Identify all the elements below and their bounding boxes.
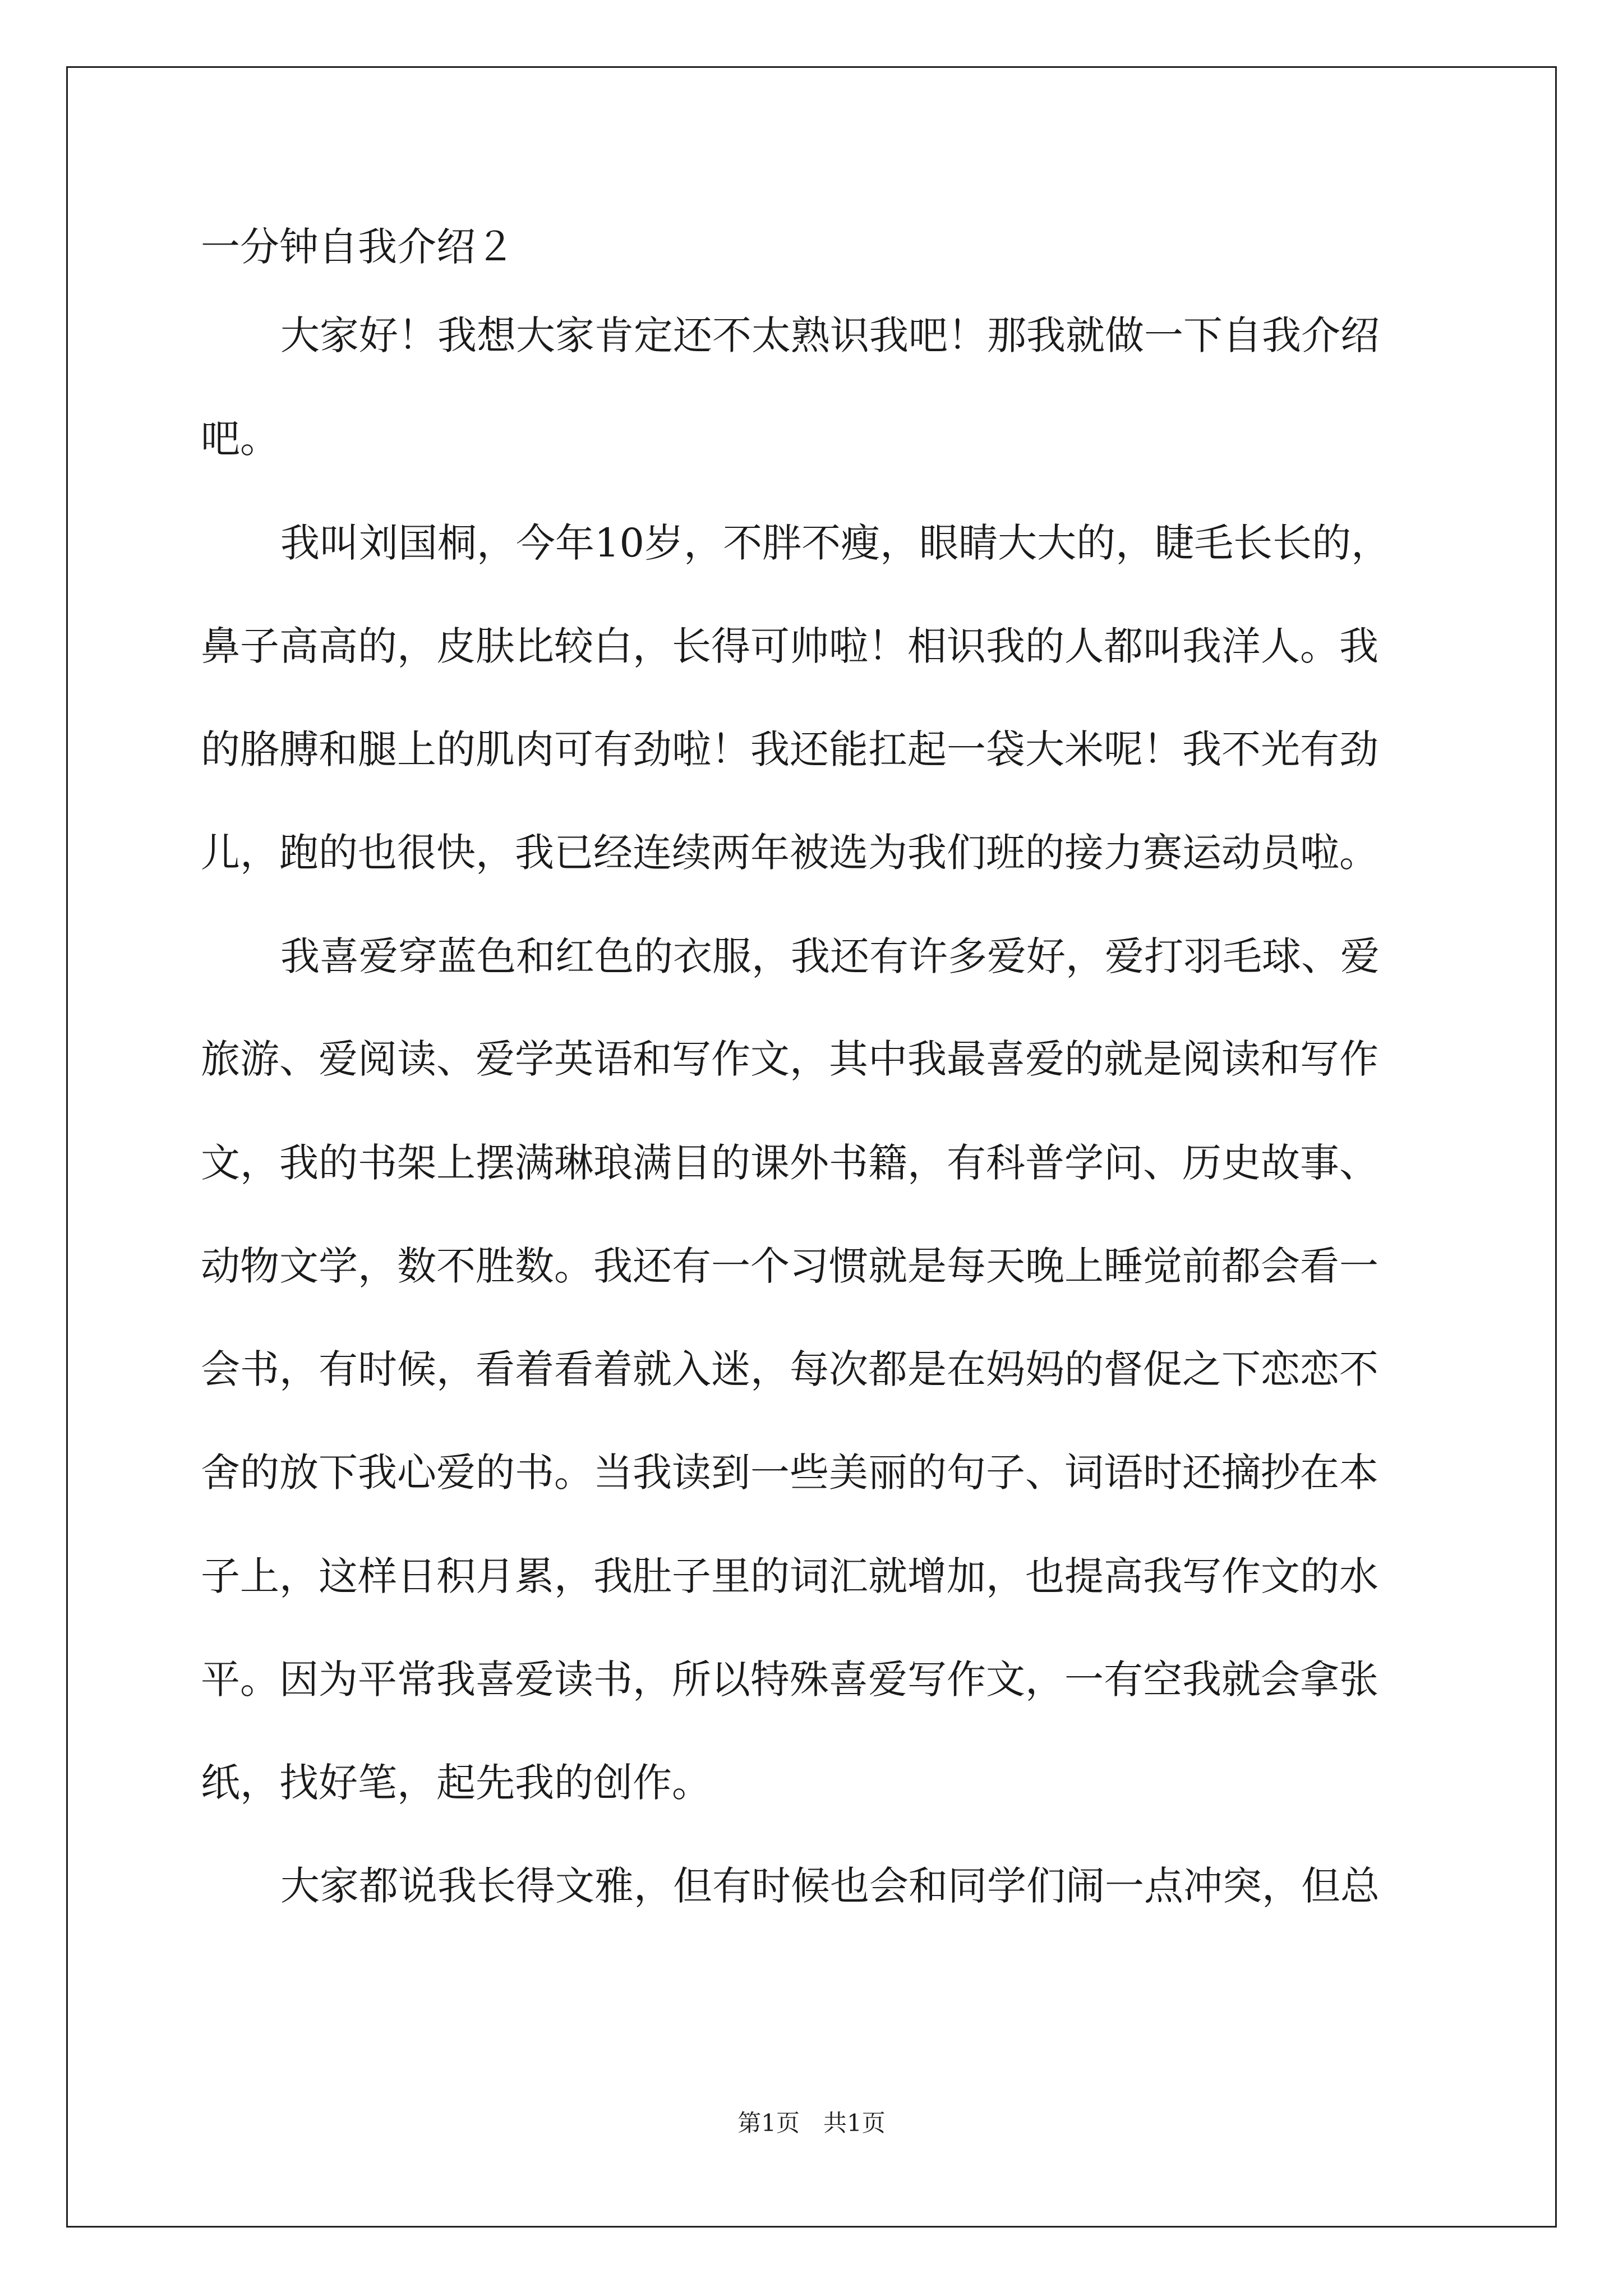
paragraph-line: 我喜爱穿蓝色和红色的衣服，我还有许多爱好，爱打羽毛球、爱 (280, 933, 1380, 979)
paragraph-line: 舍的放下我心爱的书。当我读到一些美丽的句子、词语时还摘抄在本 (201, 1450, 1378, 1496)
paragraph-line: 旅游、爱阅读、爱学英语和写作文，其中我最喜爱的就是阅读和写作 (201, 1036, 1378, 1082)
paragraph-line: 儿，跑的也很快，我已经连续两年被选为我们班的接力赛运动员啦。 (201, 830, 1378, 876)
paragraph-line: 鼻子高高的，皮肤比较白，长得可帅啦！相识我的人都叫我洋人。我 (201, 623, 1378, 669)
paragraph-line: 子上，这样日积月累，我肚子里的词汇就增加，也提高我写作文的水 (201, 1553, 1378, 1599)
paragraph-line: 文，我的书架上摆满琳琅满目的课外书籍，有科普学问、历史故事、 (201, 1140, 1378, 1186)
paragraph-line: 大家都说我长得文雅，但有时候也会和同学们闹一点冲突，但总 (280, 1863, 1380, 1909)
document-title: 一分钟自我介绍２ (201, 224, 515, 270)
paragraph-line: 会书，有时候，看着看着就入迷，每次都是在妈妈的督促之下恋恋不 (201, 1346, 1378, 1392)
paragraph-line: 纸，找好笔，起先我的创作。 (201, 1760, 711, 1806)
page-number-footer: 第1页 共1页 (737, 2109, 886, 2137)
paragraph-line: 我叫刘国桐，今年10岁，不胖不瘦，眼睛大大的，睫毛长长的， (280, 520, 1391, 566)
paragraph-line: 大家好！我想大家肯定还不太熟识我吧！那我就做一下自我介绍 (280, 312, 1380, 358)
paragraph-line: 平。因为平常我喜爱读书，所以特殊喜爱写作文，一有空我就会拿张 (201, 1657, 1378, 1703)
paragraph-line: 动物文学，数不胜数。我还有一个习惯就是每天晚上睡觉前都会看一 (201, 1243, 1378, 1289)
paragraph-line: 吧。 (201, 416, 279, 462)
paragraph-line: 的胳膊和腿上的肌肉可有劲啦！我还能扛起一袋大米呢！我不光有劲 (201, 726, 1378, 772)
